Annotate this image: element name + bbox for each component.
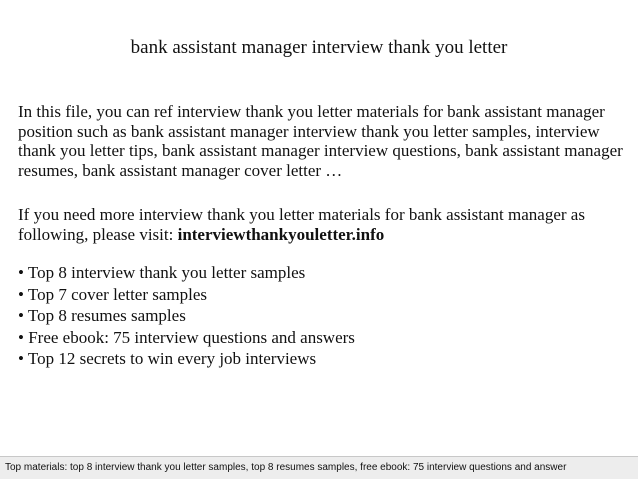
footer-text: Top materials: top 8 interview thank you letter samples, top 8 resumes samples, free ebook: 75 interview questions and answer [5, 462, 567, 473]
list-item: • Top 12 secrets to win every job interviews [18, 349, 317, 368]
list-item: • Top 8 resumes samples [18, 306, 186, 325]
list-item: • Top 8 interview thank you letter samples [18, 263, 306, 282]
page-title: bank assistant manager interview thank you letter [130, 37, 508, 58]
list-item: • Free ebook: 75 interview questions and answers [18, 327, 355, 347]
list-item: • Top 7 cover letter samples [18, 284, 208, 304]
visit-text: If you need more interview thank you letter materials for bank assistant manager as following, please visit: [18, 205, 585, 244]
visit-paragraph [18, 205, 630, 244]
footer-bar [0, 456, 638, 479]
intro-paragraph: In this file, you can ref interview thank you letter materials for bank assistant manager position such as bank assistant manager interview thank you letter samples, interview thank you letter tips, bank assistant manager interview questions, bank assistant manager resumes, bank assistant manager cover letter … [18, 102, 623, 180]
materials-list [18, 262, 355, 370]
website-link[interactable]: interviewthankyouletter.info [177, 224, 385, 244]
